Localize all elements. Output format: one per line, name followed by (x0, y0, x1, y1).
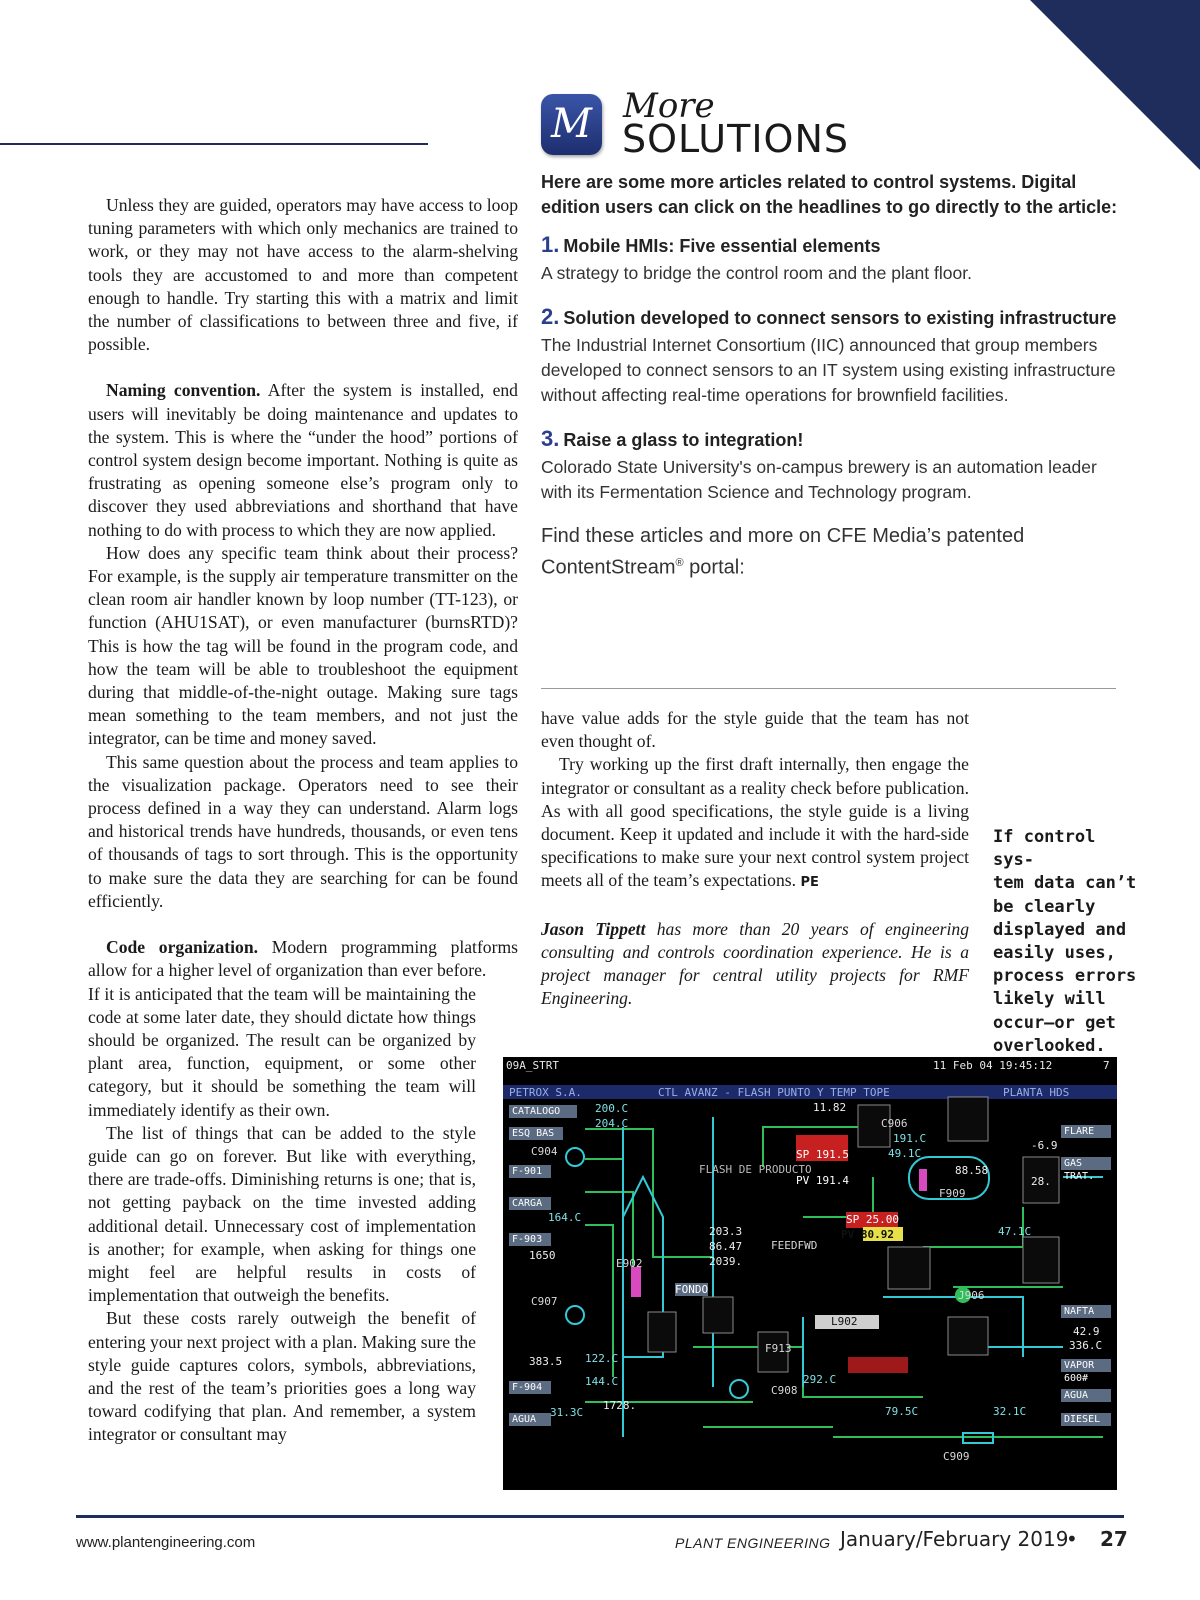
hmi-screenshot (503, 1057, 1117, 1490)
more-solutions-title-more: More (623, 86, 715, 126)
item-number: 3. (541, 426, 560, 451)
author-bio-text: has more than 20 years of engineering consulting and controls coordination experience. He is a project manager for central utility projects for RMF Engineering. (541, 918, 969, 1009)
hmi-value: 203.3 (709, 1225, 743, 1238)
hmi-temp: 292.C (803, 1373, 837, 1386)
hmi-value: 383.5 (529, 1355, 563, 1368)
paragraph-text: After the system is installed, end users will inevitably be doing maintenance and updates to the system. This is where the “under the hood” portions of control system design become important. Nothing is quite as frustrating as opening someone else’s program only to discover they used abbreviations and shorthand that have nothing to do with process to which they are now applied. (88, 380, 518, 540)
registered-mark: ® (675, 557, 684, 569)
contentstream-note (541, 523, 1121, 582)
hmi-label: L902 (831, 1315, 858, 1328)
end-mark-logo: PE (800, 875, 819, 891)
hmi-process-value: PV 80.92 (841, 1228, 894, 1241)
hmi-temp: 191.C (893, 1132, 927, 1145)
narrow-text-block (88, 983, 476, 1447)
hmi-button-gas-trat[interactable]: GAS TRAT. (1061, 1157, 1111, 1170)
hmi-label: FONDO (675, 1283, 709, 1296)
hmi-value: 1728. (603, 1399, 637, 1412)
hmi-header-left: PETROX S.A. (509, 1086, 582, 1099)
hmi-value: 336.C (1069, 1339, 1103, 1352)
corner-decoration (1030, 0, 1200, 170)
hmi-temp: 32.1C (993, 1405, 1027, 1418)
hmi-button-catalogo[interactable]: CATALOGO (509, 1105, 577, 1118)
hmi-label: C906 (881, 1117, 908, 1130)
item-description: Colorado State University's on-campus brewery is an automation leader with its Fermentation Science and Technology program. (541, 457, 1097, 502)
hmi-label: F913 (765, 1342, 792, 1355)
hmi-screen-id: 09A_STRT (506, 1059, 559, 1072)
paragraph: How does any specific team think about their process? For example, is the supply air temperature transmitter on the clean room air handler known by loop number (TT-123), or function (AHU1SAT), or even manufacturer (burnsRTD)? This is how the tag will be found in the program code, and how the team will be able to troubleshoot the equipment during that middle-of-the-night outage. Making sure tags mean something to the team members, and not just the integrator, can be time and money saved. (88, 542, 518, 749)
footer-url[interactable]: www.plantengineering.com (76, 1534, 256, 1551)
article-link-1[interactable] (541, 232, 1121, 259)
hmi-corner-number: 7 (1103, 1059, 1110, 1072)
hmi-button-f904[interactable]: F-904 (509, 1381, 551, 1394)
article-left-column (88, 194, 518, 1447)
hmi-temp: 122.C (585, 1352, 619, 1365)
paragraph-text: Try working up the first draft internally, then engage the integrator or consultant as a reality check before publication. As with all good specifications, the style guide is a living document. Keep it updated and include it with the hard-side specifications to make sure your next control system project meets all of the team’s expectations. (541, 754, 969, 891)
find-text: Find these articles and more on CFE Media’s patented ContentStream (541, 525, 1025, 579)
item-description: A strategy to bridge the control room and the plant floor. (541, 263, 972, 283)
hmi-button-f903[interactable]: F-903 (509, 1233, 551, 1246)
hmi-header-right: PLANTA HDS (1003, 1086, 1070, 1099)
hmi-datetime: 11 Feb 04 19:45:12 (933, 1059, 1053, 1072)
hmi-temp: 79.5C (885, 1405, 919, 1418)
item-title: Raise a glass to integration! (563, 430, 804, 450)
more-solutions-intro: Here are some more articles related to control systems. Digital edition users can click on the headlines to go directly to the article: (541, 172, 1118, 217)
item-title: Mobile HMIs: Five essential elements (563, 236, 881, 256)
hmi-value: 86.47 (709, 1240, 743, 1253)
hmi-setpoint: SP 191.5 (796, 1148, 849, 1161)
more-solutions-logo: M (541, 94, 602, 155)
hmi-value: 88.58 (955, 1164, 989, 1177)
hmi-header-title: CTL AVANZ - FLASH PUNTO Y TEMP TOPE (658, 1086, 890, 1099)
paragraph-final (541, 753, 969, 894)
hmi-temp: 200.C (595, 1102, 629, 1115)
paragraph-code (88, 936, 518, 982)
paragraph: The list of things that can be added to the style guide can go on forever. But like with everything, there are trade-offs. Diminishing returns is one; that is, not getting payback on the time invested adding additional detail. Unnecessary cost of implementation is another; for example, when asking for things one might feel are helpful results in costs of implementation that outweigh the benefits. (88, 1122, 476, 1306)
article-mid-column (541, 707, 969, 1010)
hmi-button-flare[interactable]: FLARE (1061, 1125, 1111, 1138)
hmi-button-nafta[interactable]: NAFTA (1061, 1305, 1111, 1318)
page-number: 27 (1100, 1527, 1128, 1551)
hmi-label: E902 (616, 1257, 643, 1270)
hmi-process-value: PV 191.4 (796, 1174, 849, 1187)
hmi-temp: 164.C (548, 1211, 582, 1224)
footer-magazine-name: PLANT ENGINEERING (675, 1535, 831, 1551)
hmi-label: FEEDFWD (771, 1239, 818, 1252)
author-bio (541, 918, 969, 1011)
hmi-button-agua-right[interactable]: AGUA (1061, 1389, 1111, 1402)
hmi-label: C904 (531, 1145, 558, 1158)
footer-bullet: • (1066, 1527, 1078, 1551)
paragraph-naming (88, 379, 518, 541)
hmi-label: F909 (939, 1187, 966, 1200)
article-link-2[interactable] (541, 304, 1121, 331)
hmi-button-esq-bas[interactable]: ESQ BAS (509, 1127, 563, 1140)
paragraph: have value adds for the style guide that the team has not even thought of. (541, 708, 969, 752)
paragraph: Unless they are guided, operators may have access to loop tuning parameters with which only mechanics are trained to work, or they may not have access to the alarm-shelving tools they are accustomed to and more than competent enough to handle. Try starting this with a matrix and limit the number of classifications to between three and five, if possible. (88, 195, 518, 355)
find-tail: portal: (683, 556, 745, 579)
top-rule (0, 143, 428, 145)
hmi-value: -6.9 (1031, 1139, 1058, 1152)
pull-quote: If control sys- tem data can’t be clearly displayed and easily uses, process errors likely will occur—or get overlooked. (993, 827, 1137, 1056)
more-solutions-divider (541, 688, 1116, 689)
hmi-temp: 204.C (595, 1117, 629, 1130)
hmi-value: 2039. (709, 1255, 743, 1268)
footer-issue-date: January/February 2019 (840, 1527, 1069, 1551)
paragraph: If it is anticipated that the team will be maintaining the code at some later date, they should dictate how things should be organized. The result can be organized by plant area, function, equipment, or some other category, but it should be something the team will immediately identify as their own. (88, 983, 476, 1120)
hmi-button-diesel[interactable]: DIESEL (1061, 1413, 1111, 1426)
hmi-label: C909 (943, 1450, 970, 1463)
hmi-temp: 144.C (585, 1375, 619, 1388)
hmi-temp: 47.1C (998, 1225, 1032, 1238)
hmi-label: C908 (771, 1384, 798, 1397)
subheading-naming-convention: Naming convention. (106, 380, 261, 401)
article-link-3[interactable] (541, 426, 1121, 453)
paragraph: But these costs rarely outweigh the benefit of entering your next project with a plan. Making sure the style guide captures colors, symbols, abbreviations, and the rest of the team’s priorities goes a long way toward codifying that plan. And remember, a system integrator or consultant may (88, 1308, 476, 1445)
item-number: 1. (541, 232, 560, 257)
hmi-label: FLASH DE PRODUCTO (699, 1163, 812, 1176)
author-name: Jason Tippett (541, 918, 646, 939)
hmi-value: 1650 (529, 1249, 556, 1262)
hmi-label: J906 (958, 1289, 985, 1302)
footer-rule (76, 1515, 1124, 1518)
hmi-value: 42.9 (1073, 1325, 1100, 1338)
hmi-button-carga[interactable]: CARGA (509, 1197, 551, 1210)
more-solutions-title-solutions: SOLUTIONS (622, 117, 849, 161)
paragraph-text: Modern programming platforms allow for a higher level of organization than ever before. (88, 937, 518, 981)
subheading-code-organization: Code organization. (106, 937, 258, 958)
item-description: The Industrial Internet Consortium (IIC) announced that group members developed to connect sensors to an IT system using existing infrastructure without affecting real-time operations for brownfield facilities. (541, 335, 1116, 405)
hmi-button-f901[interactable]: F-901 (509, 1165, 551, 1178)
more-solutions-box (541, 170, 1121, 582)
hmi-button-agua[interactable]: AGUA (509, 1413, 551, 1426)
hmi-value: 11.82 (813, 1101, 847, 1114)
item-title: Solution developed to connect sensors to existing infrastructure (563, 308, 1117, 328)
hmi-button-vapor[interactable]: VAPOR 600# (1061, 1359, 1111, 1372)
hmi-label: C907 (531, 1295, 558, 1308)
hmi-temp: 31.3C (550, 1406, 584, 1419)
item-number: 2. (541, 304, 560, 329)
paragraph: This same question about the process and team applies to the visualization package. Operators need to see their process defined in a way they can understand. Alarm logs and historical trends have hundreds, thousands, or even tens of thousands of tags to sort through. This is the opportunity to make sure the data they are searching for can be found efficiently. (88, 751, 518, 911)
hmi-setpoint: SP 25.00 (846, 1213, 899, 1226)
hmi-temp: 49.1C (888, 1147, 922, 1160)
hmi-value: 28. (1031, 1175, 1051, 1188)
